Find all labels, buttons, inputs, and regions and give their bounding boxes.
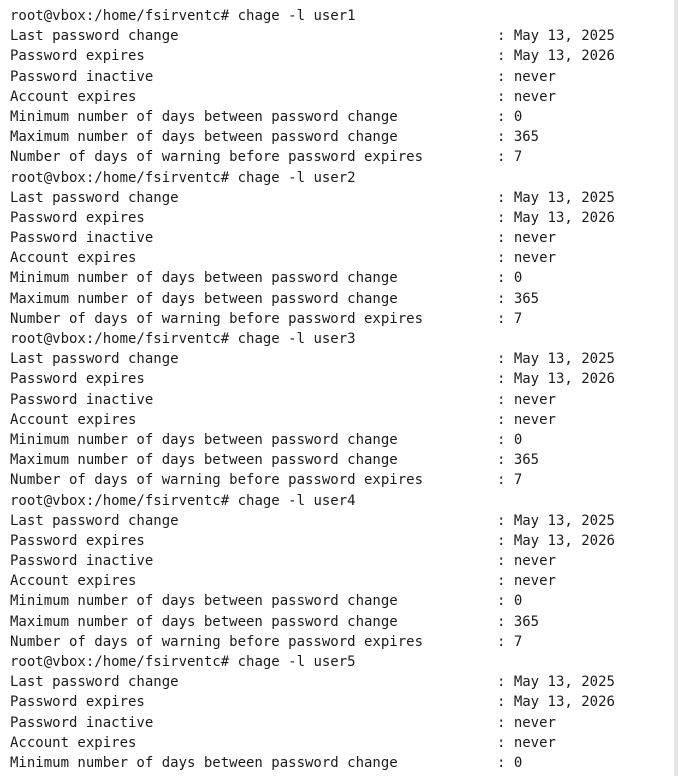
prompt-line: [10, 168, 674, 188]
field-value: 0: [513, 593, 523, 610]
field-label: Last password change: [10, 28, 179, 45]
output-row: [10, 672, 674, 692]
field-value: never: [513, 553, 556, 570]
field-value: never: [513, 734, 556, 751]
prompt: root@vbox:/home/fsirventc#: [10, 492, 230, 509]
field-label: Password inactive: [10, 230, 154, 247]
field-value: 7: [513, 310, 523, 327]
colon-separator: :: [497, 250, 506, 267]
colon-separator: :: [497, 674, 506, 691]
field-label: Maximum number of days between password change: [10, 290, 398, 307]
field-value-wrap: [497, 531, 615, 551]
output-row: [10, 309, 674, 329]
output-row: [10, 591, 674, 611]
output-row: [10, 390, 674, 410]
colon-separator: :: [497, 310, 506, 327]
colon-separator: :: [497, 290, 506, 307]
output-row: [10, 733, 674, 753]
field-value: May 13, 2025: [513, 351, 615, 368]
field-value-wrap: [497, 551, 556, 571]
output-row: [10, 369, 674, 389]
output-row: [10, 248, 674, 268]
field-value: never: [513, 573, 556, 590]
field-value: 365: [513, 129, 540, 146]
field-value-wrap: [497, 733, 556, 753]
colon-separator: :: [497, 472, 506, 489]
colon-separator: :: [497, 633, 506, 650]
field-value: 0: [513, 270, 523, 287]
field-value: May 13, 2025: [513, 189, 615, 206]
colon-separator: :: [497, 714, 506, 731]
output-row: [10, 349, 674, 369]
field-label: Account expires: [10, 250, 137, 267]
colon-separator: :: [497, 68, 506, 85]
field-value-wrap: [497, 470, 522, 490]
field-label: Password expires: [10, 694, 145, 711]
output-row: [10, 450, 674, 470]
output-row: [10, 571, 674, 591]
output-row: [10, 692, 674, 712]
field-value-wrap: [497, 46, 615, 66]
field-label: Last password change: [10, 674, 179, 691]
field-value: 7: [513, 633, 523, 650]
field-value-wrap: [497, 228, 556, 248]
field-value-wrap: [497, 410, 556, 430]
field-value-wrap: [497, 127, 539, 147]
colon-separator: :: [497, 149, 506, 166]
field-value: 0: [513, 431, 523, 448]
field-value: never: [513, 714, 556, 731]
field-label: Password expires: [10, 532, 145, 549]
output-row: [10, 87, 674, 107]
field-value: 0: [513, 108, 523, 125]
field-label: Password inactive: [10, 68, 154, 85]
prompt-line: [10, 329, 674, 349]
field-value-wrap: [497, 208, 615, 228]
output-row: [10, 632, 674, 652]
field-label: Number of days of warning before password expires: [10, 633, 424, 650]
colon-separator: :: [497, 48, 506, 65]
output-row: [10, 531, 674, 551]
field-value-wrap: [497, 692, 615, 712]
prompt: root@vbox:/home/fsirventc#: [10, 169, 230, 186]
colon-separator: :: [497, 108, 506, 125]
colon-separator: :: [497, 613, 506, 630]
chage-block-user2: [10, 168, 674, 330]
colon-separator: :: [497, 532, 506, 549]
field-label: Minimum number of days between password change: [10, 593, 398, 610]
output-row: [10, 107, 674, 127]
field-label: Minimum number of days between password change: [10, 431, 398, 448]
output-row: [10, 46, 674, 66]
field-label: Number of days of warning before password expires: [10, 310, 424, 327]
field-label: Password inactive: [10, 553, 154, 570]
field-value: 0: [513, 754, 523, 771]
output-row: [10, 551, 674, 571]
field-label: Password expires: [10, 371, 145, 388]
field-label: Account expires: [10, 88, 137, 105]
field-value-wrap: [497, 248, 556, 268]
field-value: May 13, 2026: [513, 48, 615, 65]
output-row: [10, 127, 674, 147]
colon-separator: :: [497, 189, 506, 206]
colon-separator: :: [497, 754, 506, 771]
field-value-wrap: [497, 67, 556, 87]
field-value: never: [513, 250, 556, 267]
colon-separator: :: [497, 573, 506, 590]
chage-block-user3: [10, 329, 674, 491]
colon-separator: :: [497, 391, 506, 408]
prompt-line: [10, 6, 674, 26]
field-value: 7: [513, 149, 523, 166]
field-label: Password expires: [10, 209, 145, 226]
colon-separator: :: [497, 694, 506, 711]
field-label: Maximum number of days between password change: [10, 613, 398, 630]
field-value-wrap: [497, 632, 522, 652]
colon-separator: :: [497, 734, 506, 751]
output-row: [10, 26, 674, 46]
field-label: Minimum number of days between password change: [10, 108, 398, 125]
field-value-wrap: [497, 511, 615, 531]
field-label: Number of days of warning before password expires: [10, 472, 424, 489]
field-value: 365: [513, 452, 540, 469]
field-value: May 13, 2026: [513, 532, 615, 549]
colon-separator: :: [497, 209, 506, 226]
colon-separator: :: [497, 270, 506, 287]
field-label: Maximum number of days between password change: [10, 129, 398, 146]
prompt: root@vbox:/home/fsirventc#: [10, 654, 230, 670]
colon-separator: :: [497, 512, 506, 529]
field-value-wrap: [497, 26, 615, 46]
output-row: [10, 713, 674, 733]
field-value-wrap: [497, 147, 522, 167]
output-row: [10, 470, 674, 490]
chage-block-user1: [10, 6, 674, 168]
field-label: Account expires: [10, 573, 137, 590]
field-value: never: [513, 391, 556, 408]
field-label: Password expires: [10, 48, 145, 65]
field-value-wrap: [497, 612, 539, 632]
colon-separator: :: [497, 452, 506, 469]
output-row: [10, 268, 674, 288]
chage-block-user5: [10, 652, 674, 773]
colon-separator: :: [497, 88, 506, 105]
prompt-line: [10, 652, 674, 672]
chage-block-user4: [10, 491, 674, 653]
field-value: never: [513, 411, 556, 428]
command: chage -l user1: [237, 8, 356, 24]
field-value-wrap: [497, 450, 539, 470]
field-value: never: [513, 88, 556, 105]
field-label: Minimum number of days between password change: [10, 754, 398, 771]
field-value-wrap: [497, 390, 556, 410]
window-edge: [674, 0, 678, 776]
field-value-wrap: [497, 713, 556, 733]
field-value-wrap: [497, 369, 615, 389]
colon-separator: :: [497, 431, 506, 448]
colon-separator: :: [497, 28, 506, 45]
command: chage -l user4: [237, 492, 356, 509]
field-value: May 13, 2026: [513, 694, 615, 711]
field-value: May 13, 2025: [513, 512, 615, 529]
field-value: 7: [513, 472, 523, 489]
field-value-wrap: [497, 87, 556, 107]
command: chage -l user5: [237, 654, 356, 670]
field-value-wrap: [497, 268, 522, 288]
field-label: Account expires: [10, 411, 137, 428]
prompt: root@vbox:/home/fsirventc#: [10, 8, 230, 24]
field-value-wrap: [497, 571, 556, 591]
field-label: Maximum number of days between password change: [10, 452, 398, 469]
prompt: root@vbox:/home/fsirventc#: [10, 331, 230, 347]
field-value-wrap: [497, 430, 522, 450]
output-row: [10, 410, 674, 430]
field-value: never: [513, 230, 556, 247]
output-row: [10, 147, 674, 167]
field-value: 365: [513, 290, 540, 307]
output-row: [10, 612, 674, 632]
field-value-wrap: [497, 289, 539, 309]
prompt-line: [10, 491, 674, 511]
output-row: [10, 228, 674, 248]
field-label: Last password change: [10, 189, 179, 206]
field-value-wrap: [497, 591, 522, 611]
field-value: May 13, 2026: [513, 209, 615, 226]
field-label: Last password change: [10, 512, 179, 529]
field-value: May 13, 2026: [513, 371, 615, 388]
field-label: Password inactive: [10, 714, 154, 731]
field-value-wrap: [497, 349, 615, 369]
output-row: [10, 511, 674, 531]
command: chage -l user3: [237, 331, 356, 347]
field-value-wrap: [497, 107, 522, 127]
field-label: Account expires: [10, 734, 137, 751]
output-row: [10, 430, 674, 450]
colon-separator: :: [497, 593, 506, 610]
field-value: 365: [513, 613, 540, 630]
field-value-wrap: [497, 188, 615, 208]
field-label: Last password change: [10, 351, 179, 368]
field-label: Number of days of warning before password expires: [10, 149, 424, 166]
output-row: [10, 188, 674, 208]
colon-separator: :: [497, 411, 506, 428]
colon-separator: :: [497, 351, 506, 368]
field-label: Password inactive: [10, 391, 154, 408]
field-value: never: [513, 68, 556, 85]
colon-separator: :: [497, 553, 506, 570]
field-value: May 13, 2025: [513, 674, 615, 691]
output-row: [10, 289, 674, 309]
field-value: May 13, 2025: [513, 28, 615, 45]
field-label: Minimum number of days between password change: [10, 270, 398, 287]
colon-separator: :: [497, 371, 506, 388]
output-row: [10, 753, 674, 773]
field-value-wrap: [497, 753, 522, 773]
colon-separator: :: [497, 129, 506, 146]
field-value-wrap: [497, 672, 615, 692]
field-value-wrap: [497, 309, 522, 329]
colon-separator: :: [497, 230, 506, 247]
output-row: [10, 67, 674, 87]
command: chage -l user2: [237, 169, 356, 186]
output-row: [10, 208, 674, 228]
